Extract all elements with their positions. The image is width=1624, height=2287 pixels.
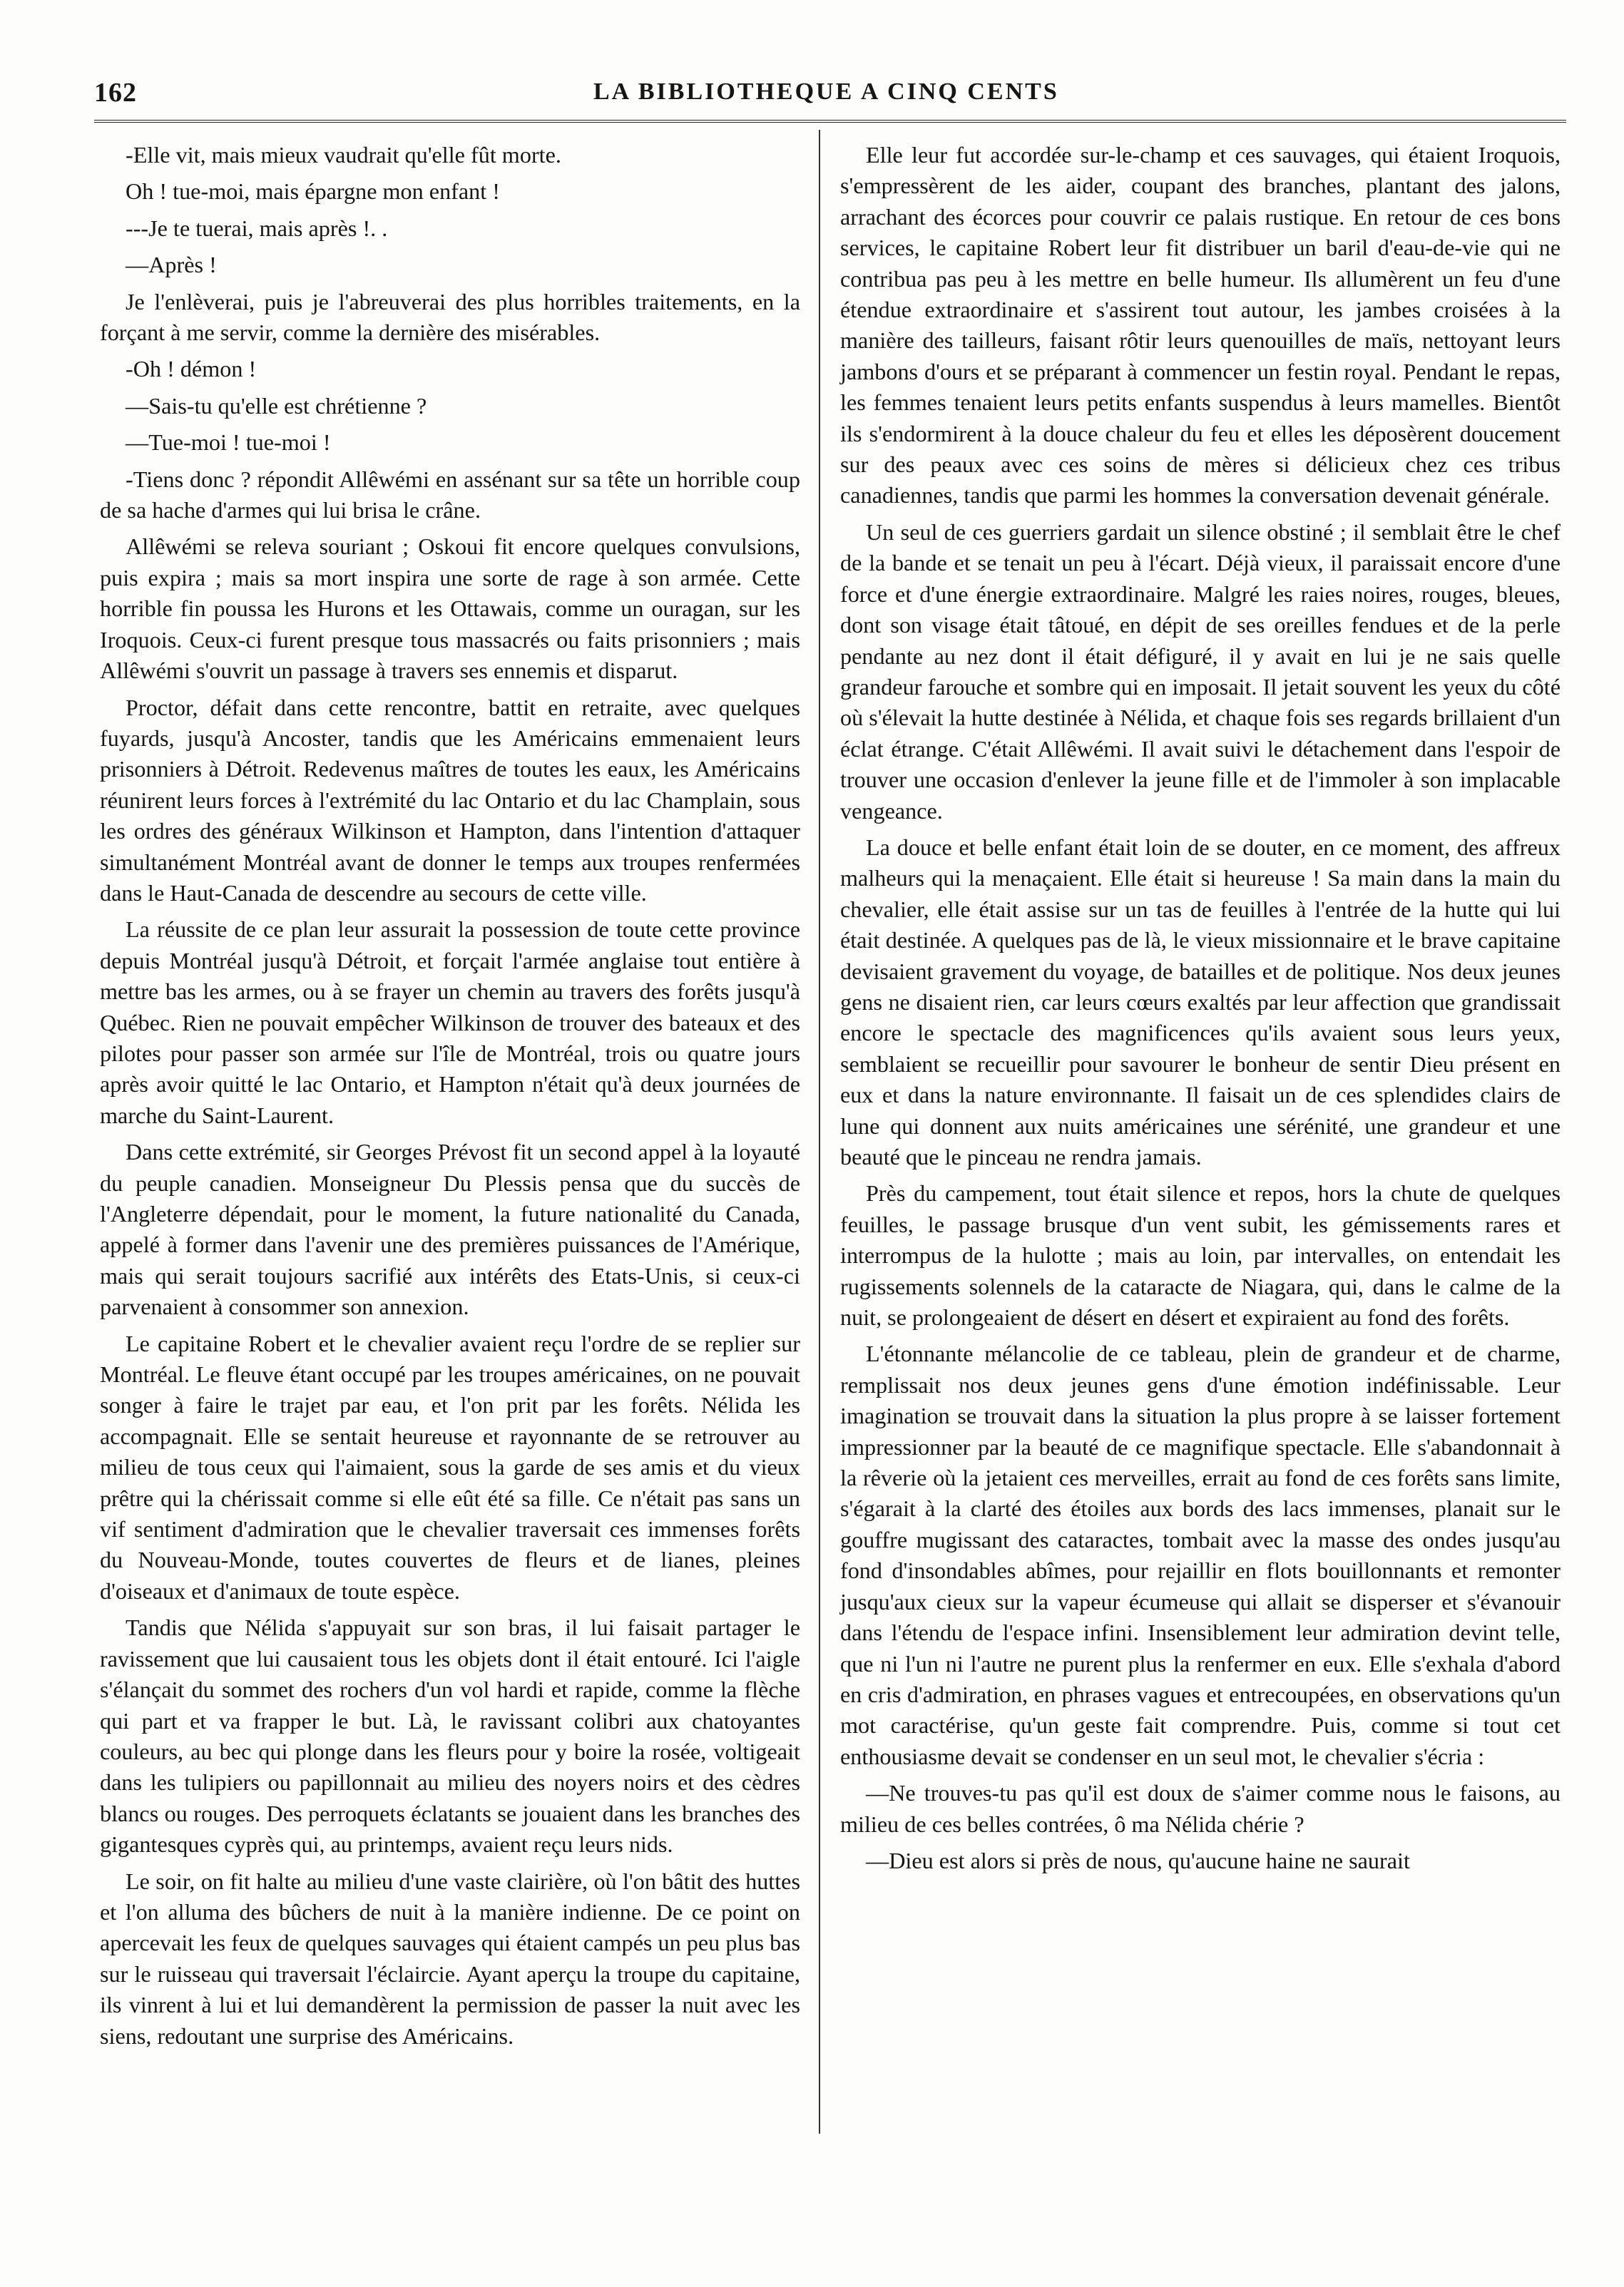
paragraph: Allêwémi se releva souriant ; Oskoui fit encore quelques convulsions, puis expira ; mais sa mort inspira une sorte de rage à son armée. Cette horrible fin poussa les Hurons et les Ottawais, comme un ouragan, sur les Iroquois. Ceux-ci furent presque tous massacrés ou faits prisonniers ; mais Allêwémi s'ouvrit un passage à travers ses ennemis et disparut. bbox=[100, 533, 800, 684]
header-rule bbox=[94, 120, 1566, 123]
column-divider bbox=[819, 130, 820, 2134]
left-column bbox=[100, 140, 800, 2057]
paragraph: Je l'enlèverai, puis je l'abreuverai des plus horribles traitements, en la forçant à me servir, comme la dernière des misérables. bbox=[100, 288, 800, 346]
paragraph: Proctor, défait dans cette rencontre, battit en retraite, avec quelques fuyards, jusqu'à Ancoster, tandis que les Américains emmenaient leurs prisonniers à Détroit. Redevenus maîtres de toutes les eaux, les Américains réunirent leurs forces à l'extrémité du lac Ontario et du lac Champlain, sous les ordres des généraux Wilkinson et Hampton, dans l'intention d'attaquer simultanément Montréal avant de donner le temps aux troupes renfermées dans le Haut-Canada de descendre au secours de cette ville. bbox=[100, 694, 800, 906]
page-number: 162 bbox=[94, 78, 137, 108]
paragraph: Un seul de ces guerriers gardait un silence obstiné ; il semblait être le chef de la bande et se tenait un peu à l'écart. Déjà vieux, il paraissait encore d'une force et d'une énergie extraordinaire. Malgré les raies noires, rouges, bleues, dont son visage était tâtoué, en dépit de ses oreilles fendues et de la perle pendante au nez dont il était défiguré, il y avait en lui je ne sais quelle grandeur farouche et sombre qui en imposait. Il jetait souvent les yeux du côté où s'élevait la hutte destinée à Nélida, et chaque fois ses regards brillaient d'un éclat étrange. C'était Allêwémi. Il avait suivi le détachement dans l'espoir de trouver une occasion d'enlever la jeune fille et de l'immoler à son implacable vengeance. bbox=[840, 518, 1561, 824]
page-header bbox=[94, 77, 1566, 118]
paragraph: Près du campement, tout était silence et repos, hors la chute de quelques feuilles, le passage brusque d'un vent subit, les gémissements rares et interrompus de la hulotte ; mais au loin, par intervalles, on entendait les rugissements solennels de la cataracte de Niagara, qui, dans le calme de la nuit, se prolongeaient de désert en désert et expiraient au fond des forêts. bbox=[840, 1180, 1561, 1331]
paragraph: Oh ! tue-moi, mais épargne mon enfant ! bbox=[126, 178, 500, 205]
paragraph: Le capitaine Robert et le chevalier avaient reçu l'ordre de se replier sur Montréal. Le fleuve étant occupé par les troupes américaines, on ne pouvait songer à faire le trajet par eau, et l'on prit par les forêts. Nélida les accompagnait. Elle se sentait heureuse et rayonnante de se retrouver au milieu de tous ceux qui l'aimaient, sous la garde de ses amis et du vieux prêtre qui la chérissait comme si elle eût été sa fille. Ce n'était pas sans un vif sentiment d'admiration que le chevalier traversait ces immenses forêts du Nouveau-Monde, toutes couvertes de fleurs et de lianes, pleines d'oiseaux et d'animaux de toute espèce. bbox=[100, 1330, 800, 1604]
paragraph: La douce et belle enfant était loin de se douter, en ce moment, des affreux malheurs qui la menaçaient. Elle était si heureuse ! Sa main dans la main du chevalier, elle était assise sur un tas de feuilles à l'entrée de la hutte qui lui était destinée. A quelques pas de là, le vieux missionnaire et le brave capitaine devisaient gravement du voyage, de batailles et de politique. Nos deux jeunes gens ne disaient rien, car leurs cœurs exaltés par leur affection que grandissait encore le spectacle des magnificences qu'ils avaient sous leurs yeux, semblaient se recueillir pour savourer le bonheur de sentir Dieu présent en eux et dans la nature environnante. Il faisait un de ces splendides clairs de lune qui donnent aux nuits américaines une sérénité, une grandeur et une beauté que le pinceau ne rendra jamais. bbox=[840, 834, 1561, 1170]
paragraph: —Dieu est alors si près de nous, qu'aucune haine ne saurait bbox=[866, 1847, 1410, 1873]
paragraph: —Ne trouves-tu pas qu'il est doux de s'aimer comme nous le faisons, au milieu de ces belles contrées, ô ma Nélida chérie ? bbox=[840, 1780, 1561, 1837]
paragraph: Dans cette extrémité, sir Georges Prévost fit un second appel à la loyauté du peuple canadien. Monseigneur Du Plessis pensa que du succès de l'Angleterre dépendait, pour le moment, la future nationalité du Canada, appelé à former dans l'avenir une des premières puissances de l'Amérique, mais qui serait toujours sacrifié aux intérêts des Etats-Unis, si ceux-ci parvenaient à consommer son annexion. bbox=[100, 1139, 800, 1320]
running-title: LA BIBLIOTHEQUE A CINQ CENTS bbox=[593, 78, 1059, 105]
paragraph: -Tiens donc ? répondit Allêwémi en assénant sur sa tête un horrible coup de sa hache d'armes qui lui brisa le crâne. bbox=[100, 466, 800, 523]
paragraph: —Après ! bbox=[126, 252, 217, 278]
paragraph: L'étonnante mélancolie de ce tableau, plein de grandeur et de charme, remplissait nos deux jeunes gens d'une émotion indéfinissable. Leur imagination se trouvait dans la situation la plus propre à se laisser fortement impressionner par la beauté de ce magnifique spectacle. Elle s'abandonnait à la rêverie où la jetaient ces merveilles, errait au fond de ces forêts sans limite, s'égarait à la clarté des étoiles aux bords des lacs immenses, planait sur le gouffre mugissant des cataractes, tombait avec la masse des ondes jusqu'au fond d'insondables abîmes, pour rejaillir en flots bouillonnants et remonter jusqu'aux cieux sur la vapeur écumeuse qui allait se disperser et s'évanouir dans l'étendu de l'espace infini. Insensiblement leur admiration devint telle, que ni l'un ni l'autre ne purent plus la renfermer en eux. Elle s'exhala d'abord en cris d'admiration, en phrases vagues et entrecoupées, en observations qu'un mot caractérise, qu'un geste fait comprendre. Puis, comme si tout cet enthousiasme devait se condenser en un seul mot, le chevalier s'écria : bbox=[840, 1341, 1561, 1769]
paragraph: -Oh ! démon ! bbox=[126, 356, 257, 382]
right-column bbox=[840, 140, 1561, 1882]
paragraph: —Sais-tu qu'elle est chrétienne ? bbox=[126, 392, 427, 419]
paragraph: Le soir, on fit halte au milieu d'une vaste clairière, où l'on bâtit des huttes et l'on alluma des bûchers de nuit à la manière indienne. De ce point on apercevait les feux de quelques sauvages qui étaient campés un peu plus bas sur le ruisseau qui traversait l'éclaircie. Ayant aperçu la troupe du capitaine, ils vinrent à lui et lui demandèrent la permission de passer la nuit avec les siens, redoutant une surprise des Américains. bbox=[100, 1868, 800, 2049]
paragraph: -Elle vit, mais mieux vaudrait qu'elle fût morte. bbox=[126, 142, 561, 168]
paragraph: Tandis que Nélida s'appuyait sur son bras, il lui faisait partager le ravissement que lui causaient tous les objets dont il était entouré. Ici l'aigle s'élançait du sommet des rochers d'un vol hardi et rapide, comme la flèche qui part et va frapper le but. Là, le ravissant colibri aux chatoyantes couleurs, au bec qui plonge dans les fleurs pour y boire la rosée, voltigeait dans les tulipiers ou papillonnait au milieu des noyers noirs et des cèdres blancs ou rouges. Des perroquets éclatants se jouaient dans les branches des gigantesques cyprès qui, au printemps, avaient reçu leurs nids. bbox=[100, 1615, 800, 1858]
paragraph: La réussite de ce plan leur assurait la possession de toute cette province depuis Montréal jusqu'à Détroit, et forçait l'armée anglaise tout entière à mettre bas les armes, ou à se frayer un chemin au travers des forêts jusqu'à Québec. Rien ne pouvait empêcher Wilkinson de trouver des bateaux et des pilotes pour passer son armée sur l'île de Montréal, trois ou quatre jours après avoir quitté le lac Ontario, et Hampton n'était qu'à deux journées de marche du Saint-Laurent. bbox=[100, 916, 800, 1128]
paragraph: —Tue-moi ! tue-moi ! bbox=[126, 429, 331, 456]
paragraph: ---Je te tuerai, mais après !. . bbox=[126, 215, 388, 241]
paragraph: Elle leur fut accordée sur-le-champ et ces sauvages, qui étaient Iroquois, s'empressèrent de les aider, coupant des branches, plantant des jalons, arrachant des écorces pour couvrir ce palais rustique. En retour de ces bons services, le capitaine Robert leur fit distribuer un baril d'eau-de-vie qui ne contribua pas peu à les mettre en belle humeur. Ils allumèrent un feu d'une étendue extraordinaire et s'assirent tout autour, les jambes croisées à la manière des tailleurs, faisant rôtir leurs quenouilles de maïs, nettoyant leurs jambons d'ours et se préparant à commencer un festin royal. Pendant le repas, les femmes tenaient leurs petits enfants suspendus à leurs mamelles. Bientôt ils s'endormirent à la douce chaleur du feu et elles les déposèrent doucement sur des peaux avec ces soins de mères si délicieux chez ces tribus canadiennes, tandis que parmi les hommes la conversation devenait générale. bbox=[840, 142, 1561, 508]
